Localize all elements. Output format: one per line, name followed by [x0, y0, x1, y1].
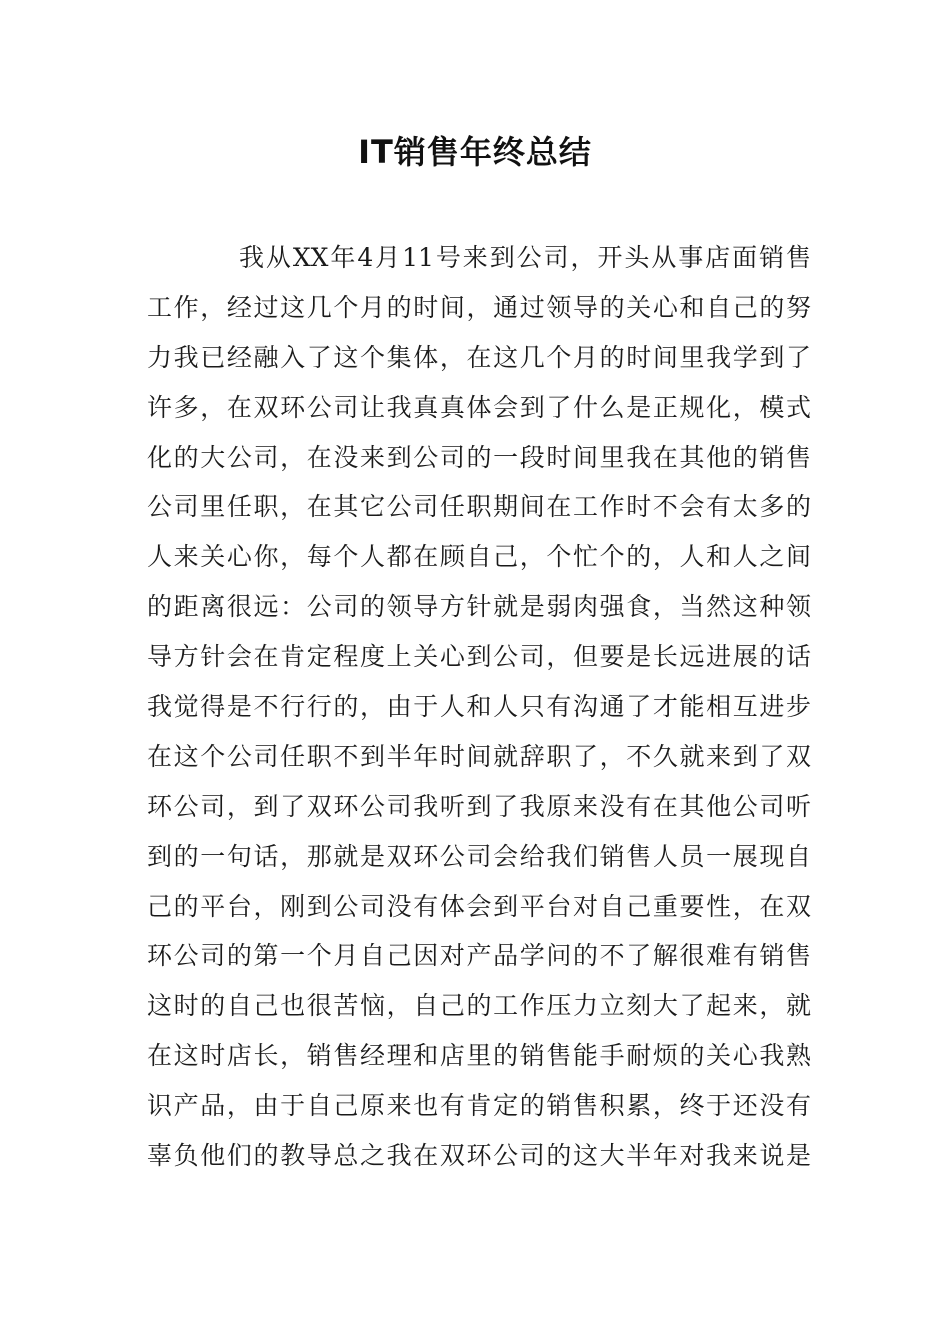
body-line-5: 化的大公司，在没来到公司的一段时间里我在其他的销售	[147, 442, 811, 472]
body-line-11: 在这个公司任职不到半年时间就辞职了，不久就来到了双	[147, 741, 811, 771]
body-line-2: 工作，经过这几个月的时间，通过领导的关心和自己的努	[147, 292, 811, 322]
body-line-7: 人来关心你，每个人都在顾自己，个忙个的，人和人之间	[147, 542, 811, 572]
document-body	[147, 233, 811, 1181]
body-line-17: 在这时店长，销售经理和店里的销售能手耐烦的关心我熟	[147, 1041, 811, 1071]
body-line-16: 这时的自己也很苦恼，自己的工作压力立刻大了起来，就	[147, 991, 811, 1021]
body-line-13: 到的一句话，那就是双环公司会给我们销售人员一展现自	[147, 841, 811, 871]
body-line-15: 环公司的第一个月自己因对产品学问的不了解很难有销售	[147, 941, 811, 971]
body-line-3: 力我已经融入了这个集体，在这几个月的时间里我学到了	[147, 342, 811, 372]
body-line-1: 我从XX年4月11号来到公司，开头从事店面销售	[239, 243, 811, 272]
body-line-18: 识产品，由于自己原来也有肯定的销售积累，终于还没有	[147, 1091, 811, 1121]
body-line-4: 许多，在双环公司让我真真体会到了什么是正规化，模式	[147, 392, 811, 422]
body-line-10: 我觉得是不行行的，由于人和人只有沟通了才能相互进步	[147, 692, 811, 722]
body-line-9: 导方针会在肯定程度上关心到公司，但要是长远进展的话	[147, 642, 811, 672]
body-line-12: 环公司，到了双环公司我听到了我原来没有在其他公司听	[147, 791, 811, 821]
document-title: IT销售年终总结	[358, 133, 592, 171]
body-line-6: 公司里任职，在其它公司任职期间在工作时不会有太多的	[147, 492, 811, 522]
body-line-14: 己的平台，刚到公司没有体会到平台对自己重要性，在双	[147, 891, 811, 921]
body-line-19: 辜负他们的教导总之我在双环公司的这大半年对我来说是	[147, 1141, 811, 1171]
body-line-8: 的距离很远：公司的领导方针就是弱肉强食，当然这种领	[147, 592, 811, 622]
